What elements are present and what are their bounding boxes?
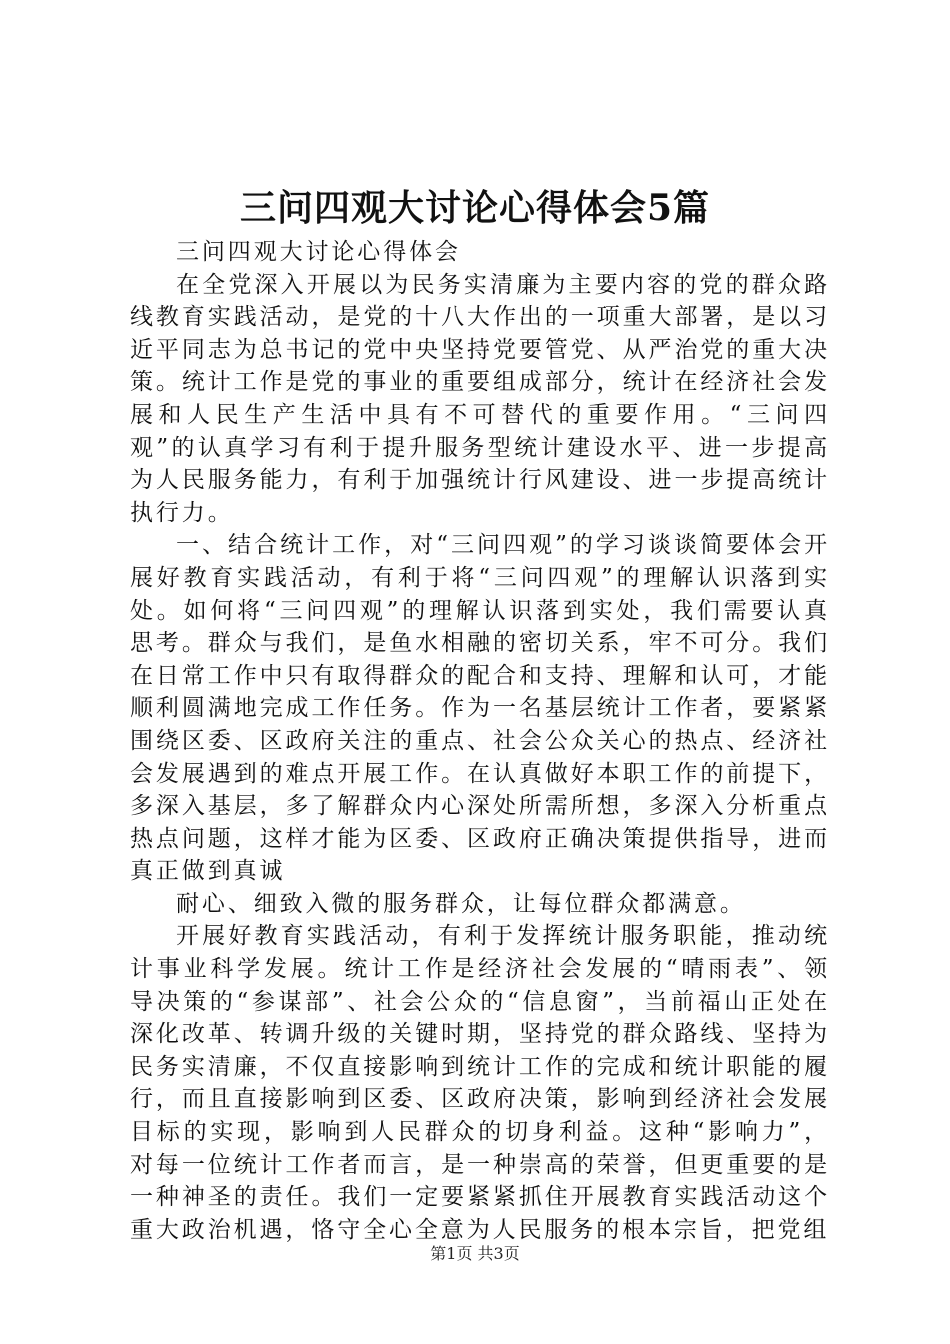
document-title: 三问四观大讨论心得体会5篇 xyxy=(239,187,711,229)
paragraph: 耐心、细致入微的服务群众，让每位群众都满意。 xyxy=(176,890,746,917)
paragraph: 在全党深入开展以为民务实清廉为主要内容的党的群众路线教育实践活动，是党的十八大作出的一项重大部署，是以习近平同志为总书记的党中央坚持党要管党、从严治党的重大决策。统计工作是党的事业的重要组成部分，统计在经济社会发展和人民生产生活中具有不可替代的重要作用。“三问四观”的认真学习有利于提升服务型统计建设水平、进一步提高为人民服务能力，有利于加强统计行风建设、进一步提高统计执行力。 xyxy=(130,271,830,526)
paragraph: 一、结合统计工作，对“三问四观”的学习谈谈简要体会开展好教育实践活动，有利于将“三问四观”的理解认识落到实处。如何将“三问四观”的理解认识落到实处，我们需要认真思考。群众与我们，是鱼水相融的密切关系，牢不可分。我们在日常工作中只有取得群众的配合和支持、理解和认可，才能顺利圆满地完成工作任务。作为一名基层统计工作者，要紧紧围绕区委、区政府关注的重点、社会公众关心的热点、经济社会发展遇到的难点开展工作。在认真做好本职工作的前提下，多深入基层，多了解群众内心深处所需所想，多深入分析重点热点问题，这样才能为区委、区政府正确决策提供指导，进而真正做到真诚 xyxy=(130,532,830,885)
page-number-footer: 第1页 共3页 xyxy=(430,1244,520,1263)
section-subtitle: 三问四观大讨论心得体会 xyxy=(176,239,461,265)
paragraph: 开展好教育实践活动，有利于发挥统计服务职能，推动统计事业科学发展。统计工作是经济社会发展的“晴雨表”、领导决策的“参谋部”、社会公众的“信息窗”，当前福山正处在深化改革、转调升级的关键时期，坚持党的群众路线、坚持为民务实清廉，不仅直接影响到统计工作的完成和统计职能的履行，而且直接影响到区委、区政府决策，影响到经济社会发展目标的实现，影响到人民群众的切身利益。这种“影响力”，对每一位统计工作者而言，是一种崇高的荣誉，但更重要的是一种神圣的责任。我们一定要紧紧抓住开展教育实践活动这个重大政治机遇，恪守全心全意为人民服务的根本宗旨，把党组 xyxy=(130,923,830,1243)
document-body xyxy=(130,236,830,1246)
